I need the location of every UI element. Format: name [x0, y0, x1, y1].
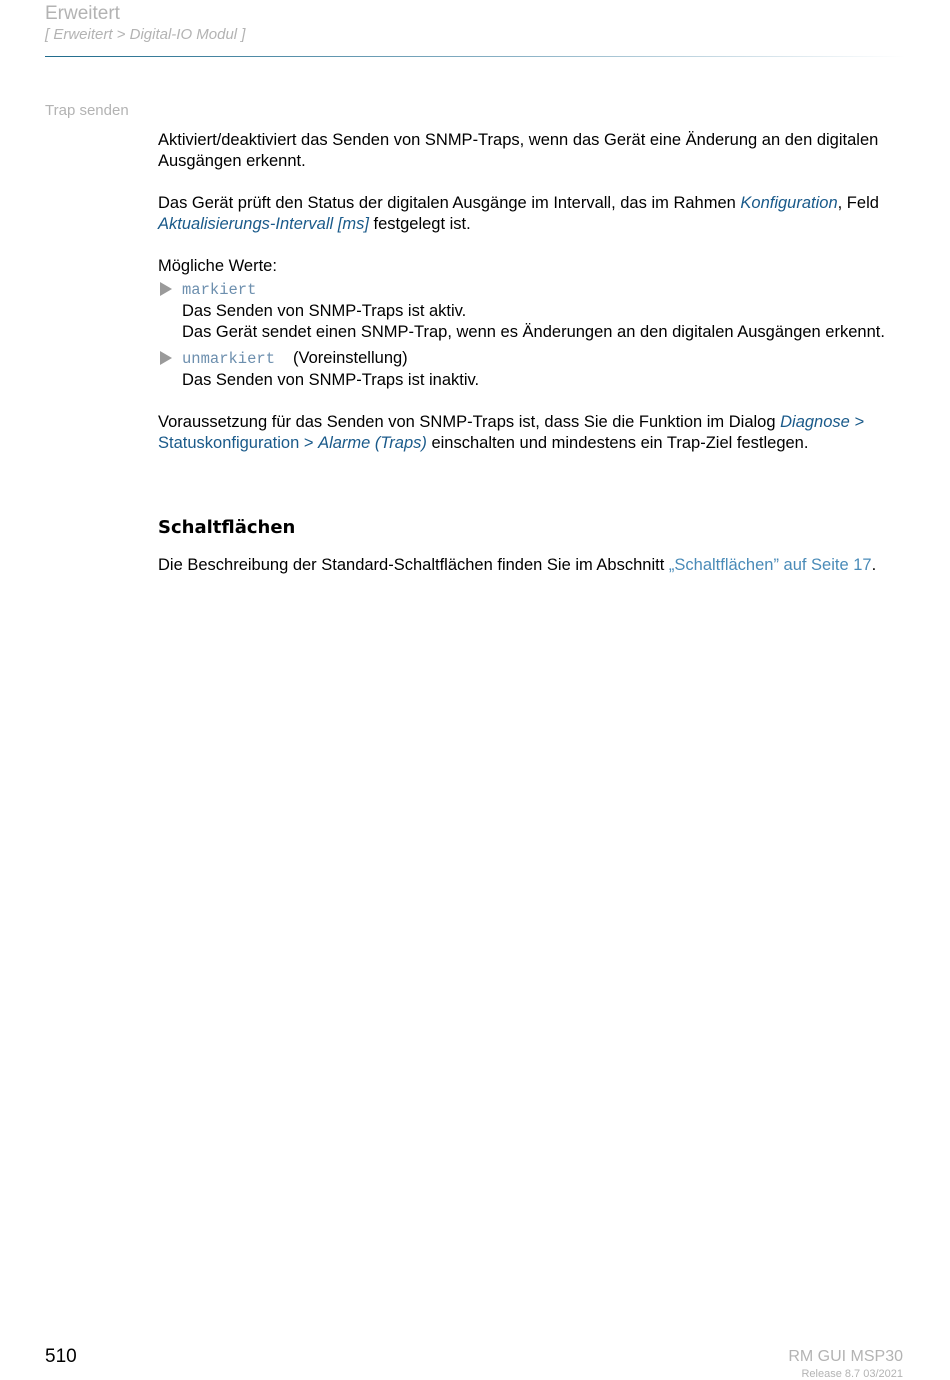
breadcrumb: [ Erweitert > Digital-IO Modul ]: [45, 26, 246, 43]
value-code: unmarkiert: [182, 350, 276, 368]
header-divider: [45, 56, 905, 57]
link-konfiguration[interactable]: Konfiguration: [740, 194, 838, 212]
link-separator: >: [299, 434, 319, 452]
value-description: Das Gerät sendet einen SNMP-Trap, wenn es Änderungen an den digitalen Ausgängen erkennt.: [182, 323, 885, 341]
values-label: Mögliche Werte:: [158, 257, 277, 275]
section-text-a: Die Beschreibung der Standard-Schaltflächen finden Sie im Abschnitt: [158, 556, 669, 574]
parameter-label: Trap senden: [45, 102, 129, 119]
document-name: RM GUI MSP30: [788, 1348, 903, 1365]
interval-paragraph: [158, 193, 908, 235]
prerequisite-text-a: Voraussetzung für das Senden von SNMP-Traps ist, dass Sie die Funktion im Dialog: [158, 413, 781, 431]
section-text-b: .: [871, 556, 877, 574]
list-item: [158, 348, 908, 391]
section-paragraph: [158, 555, 908, 576]
link-statuskonfiguration[interactable]: Statuskonfiguration: [158, 434, 300, 452]
default-note: (Voreinstellung): [293, 349, 408, 367]
interval-text-a: Das Gerät prüft den Status der digitalen Ausgänge im Intervall, das im Rahmen: [158, 194, 741, 212]
header-title: Erweitert: [45, 3, 120, 24]
value-description: Das Senden von SNMP-Traps ist inaktiv.: [182, 371, 480, 389]
release-info: Release 8.7 03/2021: [801, 1368, 903, 1380]
link-diagnose[interactable]: Diagnose >: [780, 413, 865, 431]
content: [158, 130, 908, 576]
cross-reference-link[interactable]: „Schaltflächen” auf Seite 17: [668, 556, 872, 574]
bullet-triangle-icon: [160, 282, 172, 296]
interval-text-b: , Feld: [837, 194, 879, 212]
list-item: [158, 279, 908, 343]
interval-text-c: festgelegt ist.: [368, 215, 471, 233]
section-heading: Schaltflächen: [158, 517, 296, 538]
bullet-triangle-icon: [160, 351, 172, 365]
prerequisite-paragraph: [158, 412, 908, 454]
page-number: 510: [45, 1346, 77, 1367]
description-paragraph: Aktiviert/deaktiviert das Senden von SNMP-Traps, wenn das Gerät eine Änderung an den digitalen Ausgängen erkennt.: [158, 131, 879, 170]
value-code: markiert: [182, 281, 257, 299]
link-alarme-traps[interactable]: Alarme (Traps): [318, 434, 427, 452]
prerequisite-text-b: einschalten und mindestens ein Trap-Ziel festlegen.: [426, 434, 809, 452]
value-description: Das Senden von SNMP-Traps ist aktiv.: [182, 302, 467, 320]
values-list: [158, 279, 908, 391]
link-aktualisierungs-intervall[interactable]: Aktualisierungs-Intervall [ms]: [158, 215, 369, 233]
